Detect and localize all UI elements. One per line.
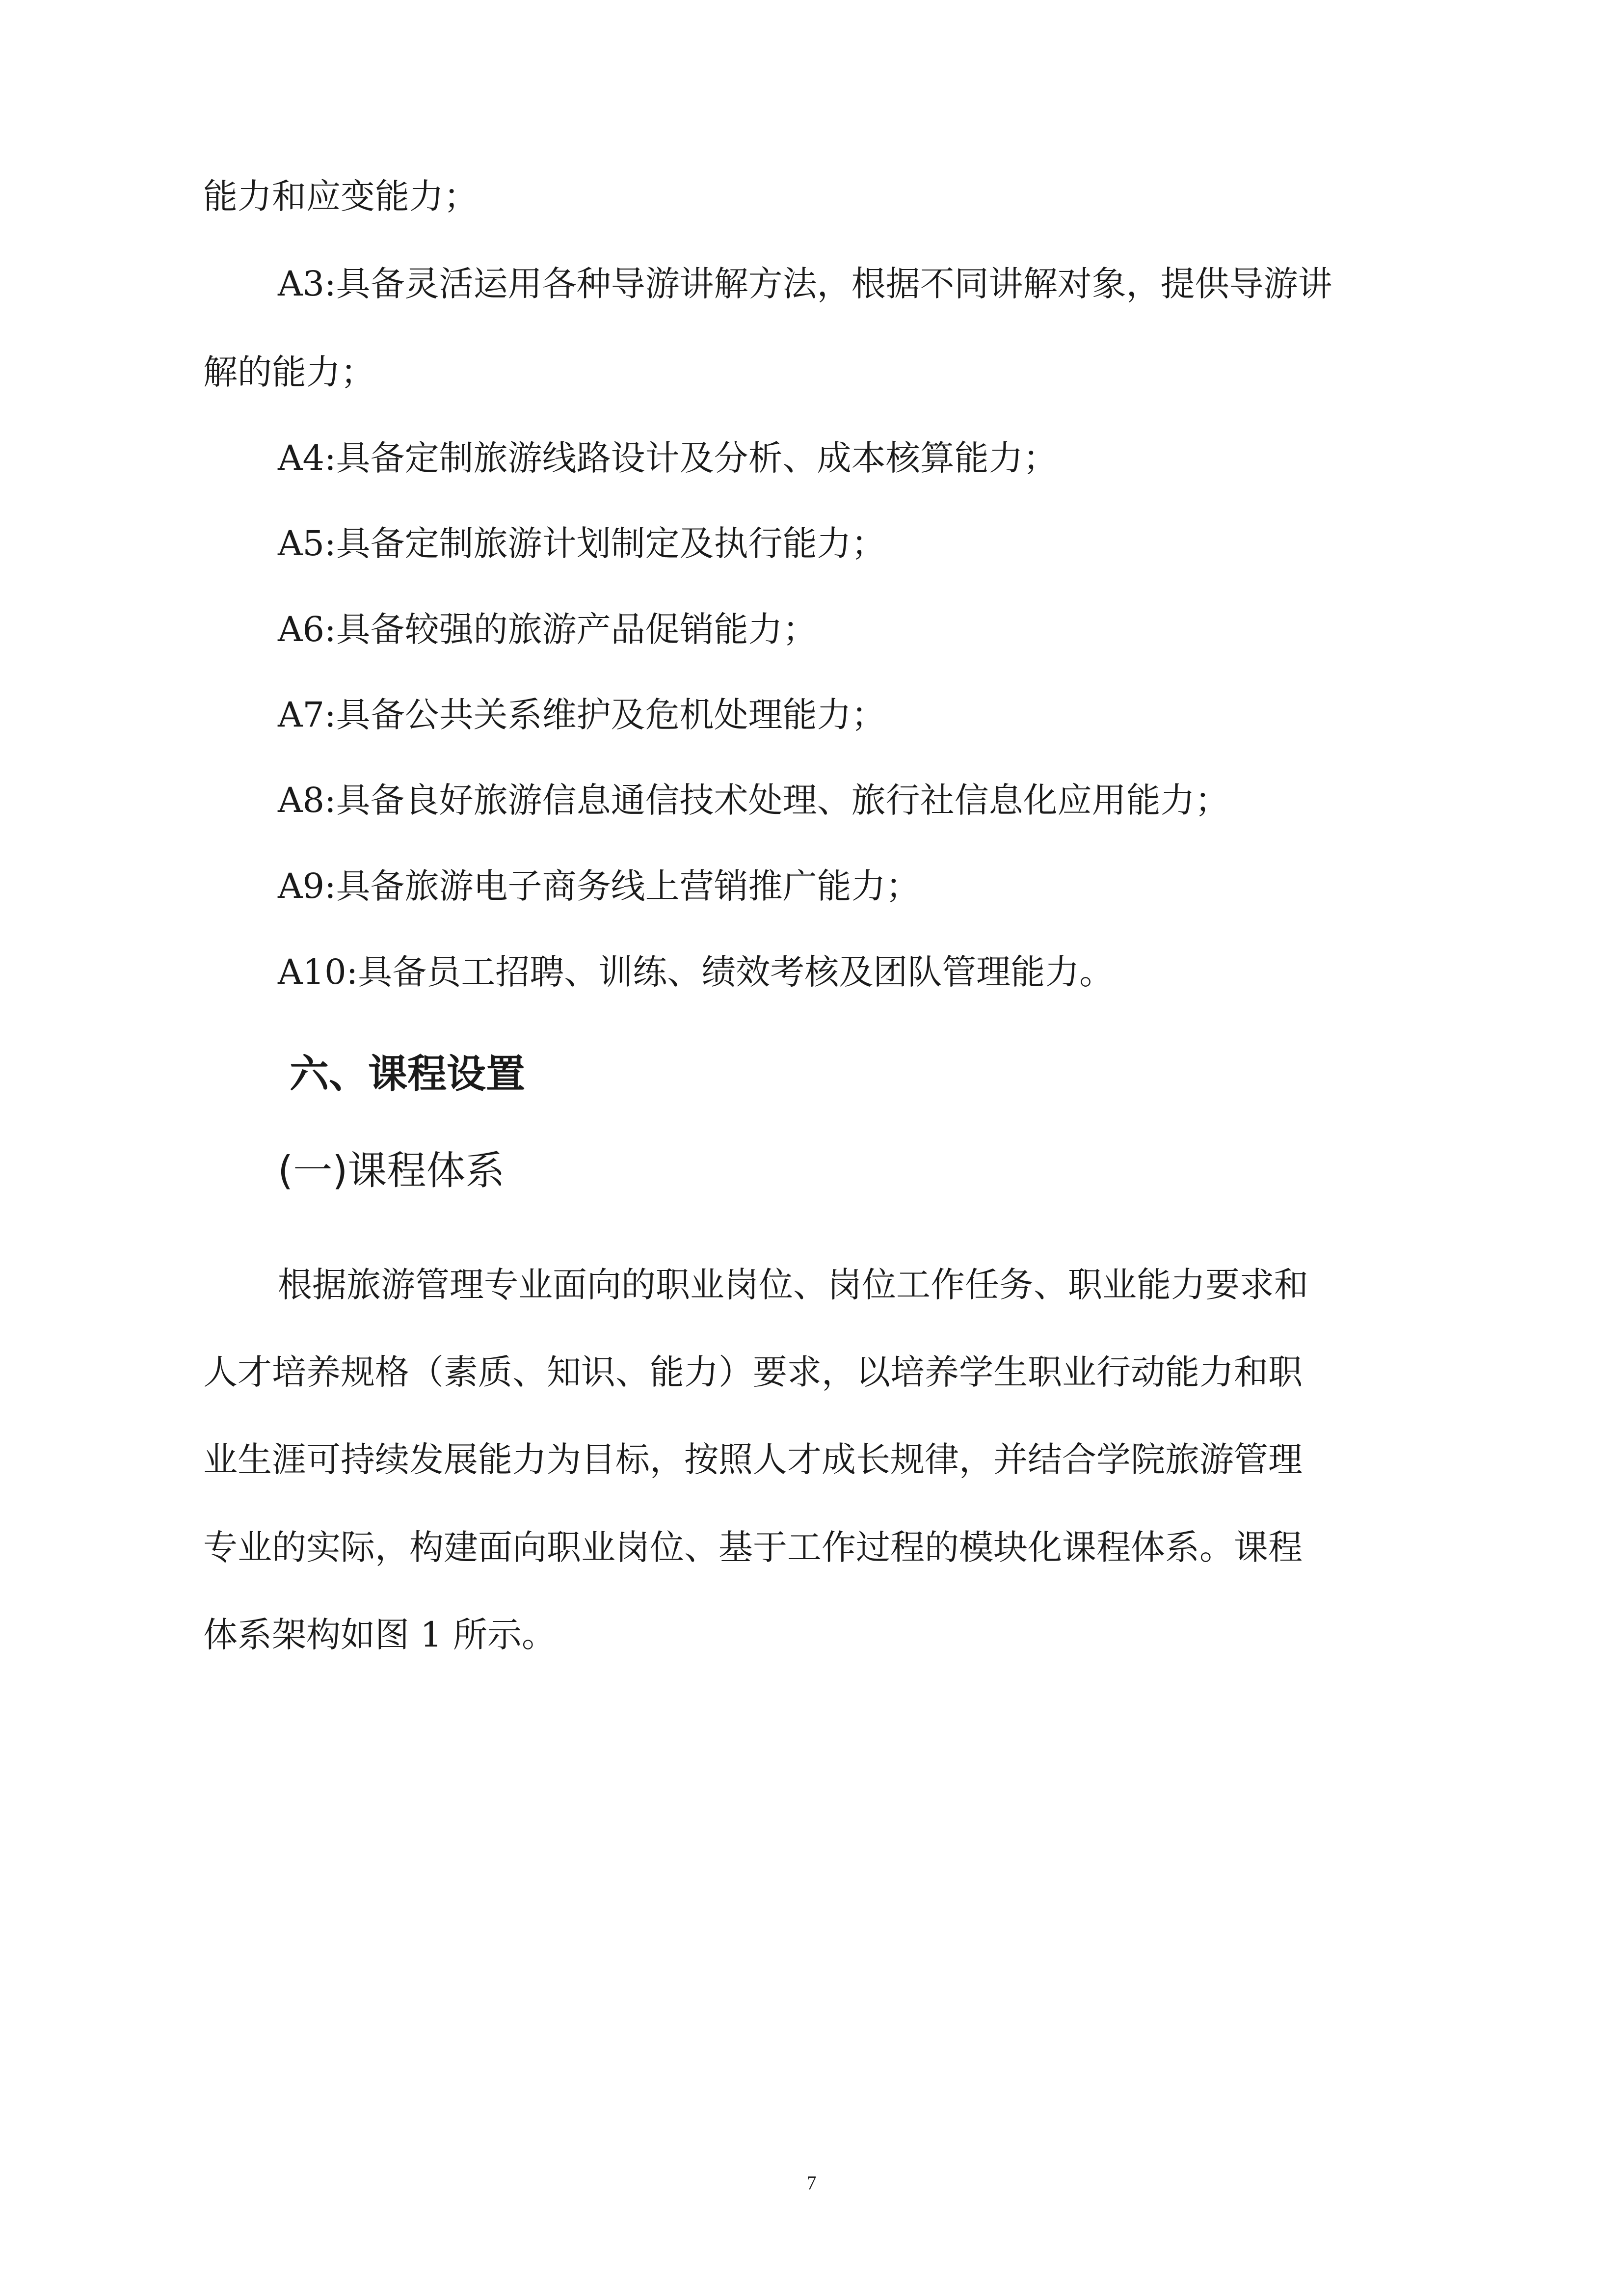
paragraph-line-5: 体系架构如图 1 所示。 xyxy=(203,1615,557,1655)
paragraph-line-4: 专业的实际，构建面向职业岗位、基于工作过程的模块化课程体系。课程 xyxy=(203,1527,1303,1567)
ability-a3-continuation: 解的能力； xyxy=(203,352,375,392)
ability-a5: A5:具备定制旅游计划制定及执行能力； xyxy=(278,523,886,564)
ability-a6: A6:具备较强的旅游产品促销能力； xyxy=(278,609,817,649)
paragraph-line-2: 人才培养规格（素质、知识、能力）要求，以培养学生职业行动能力和职 xyxy=(203,1352,1303,1392)
page-number: 7 xyxy=(806,2172,817,2194)
paragraph-line-1: 根据旅游管理专业面向的职业岗位、岗位工作任务、职业能力要求和 xyxy=(278,1265,1308,1305)
continuation-line: 能力和应变能力； xyxy=(203,176,478,216)
ability-a10: A10:具备员工招聘、训练、绩效考核及团队管理能力。 xyxy=(278,952,1114,992)
ability-a8: A8:具备良好旅游信息通信技术处理、旅行社信息化应用能力； xyxy=(278,780,1229,820)
paragraph-line-3: 业生涯可持续发展能力为目标，按照人才成长规律，并结合学院旅游管理 xyxy=(203,1439,1303,1480)
subsection-heading: (一)课程体系 xyxy=(278,1148,505,1193)
section-heading: 六、课程设置 xyxy=(290,1051,525,1097)
ability-a4: A4:具备定制旅游线路设计及分析、成本核算能力； xyxy=(278,438,1058,478)
ability-a7: A7:具备公共关系维护及危机处理能力； xyxy=(278,695,886,735)
ability-a9: A9:具备旅游电子商务线上营销推广能力； xyxy=(278,866,920,906)
ability-a3: A3:具备灵活运用各种导游讲解方法，根据不同讲解对象，提供导游讲 xyxy=(278,264,1332,304)
